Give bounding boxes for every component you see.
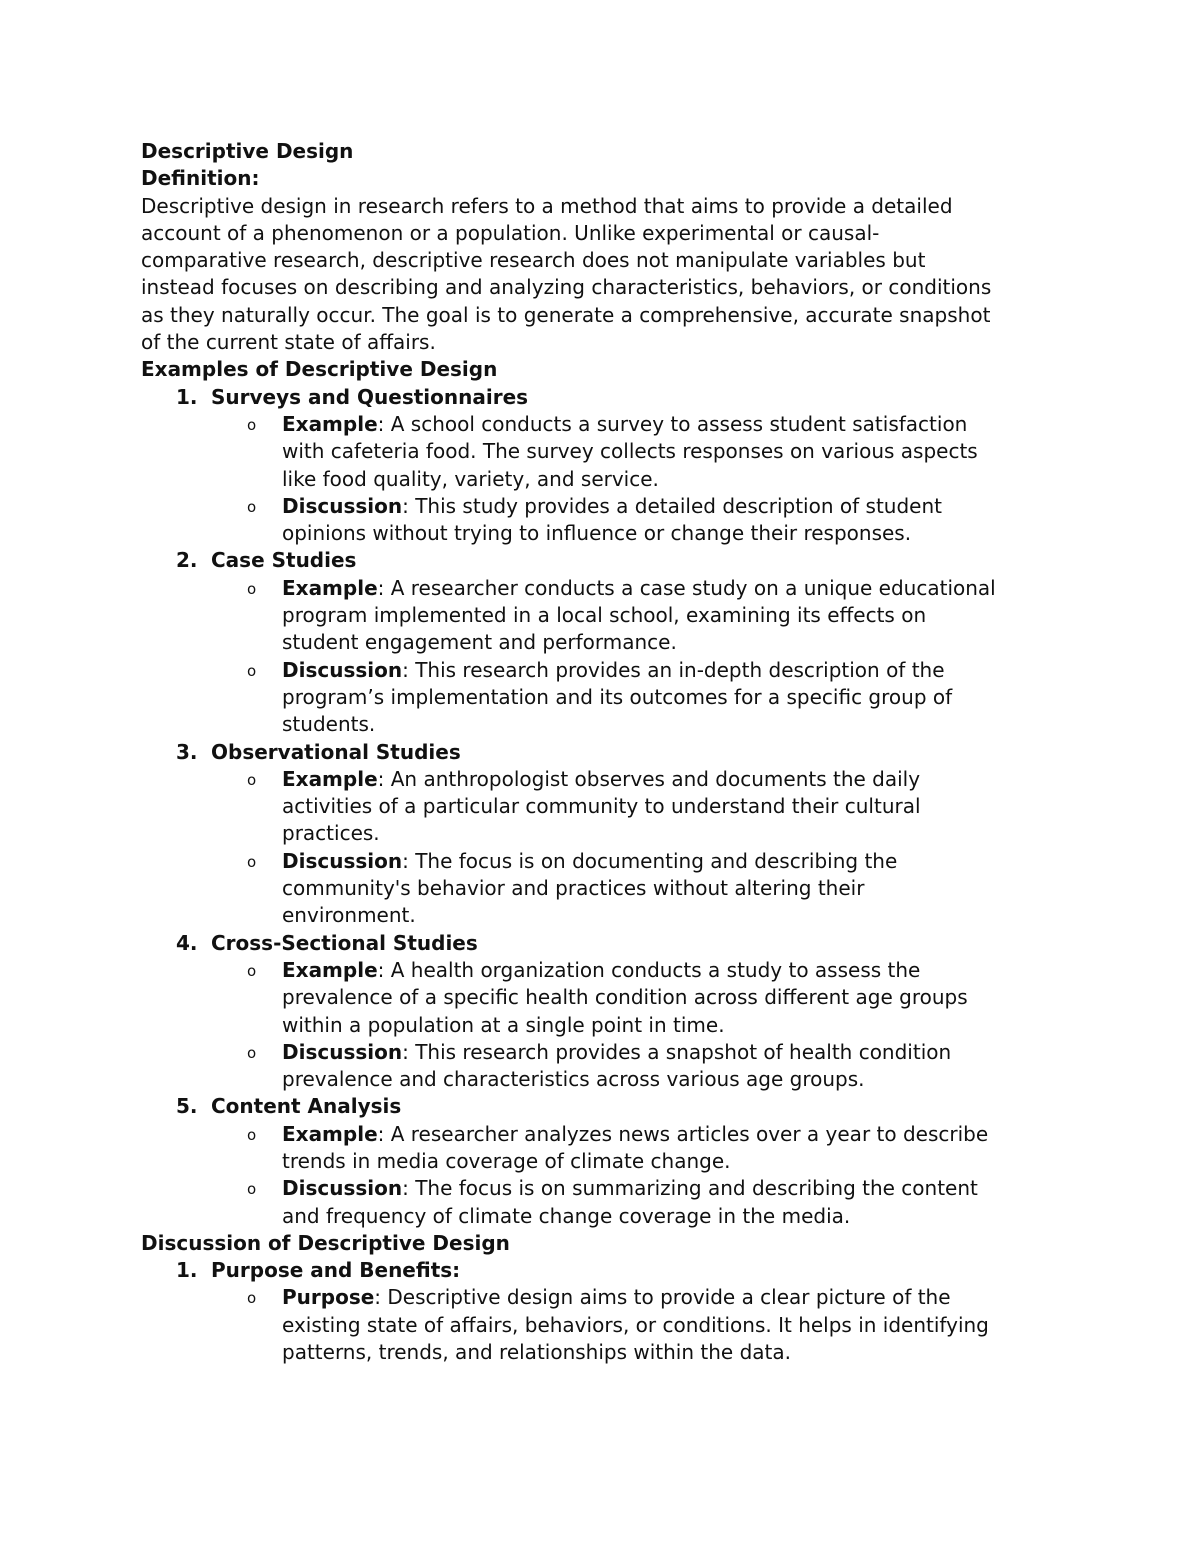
item-text: : A school conducts a survey to assess student satisfaction <box>377 411 968 436</box>
bullet-glyph: o <box>247 961 257 980</box>
definition-paragraph <box>141 193 1081 357</box>
item-label: Example <box>282 575 378 600</box>
section-number: 3. <box>176 739 198 764</box>
item-text: : Descriptive design aims to provide a clear picture of the <box>374 1285 951 1310</box>
definition-line: as they naturally occur. The goal is to generate a comprehensive, accurate snapshot <box>141 302 991 327</box>
item-text-line: like food quality, variety, and service. <box>282 466 659 491</box>
item-label: Example <box>282 1121 378 1146</box>
item-text-line: within a population at a single point in time. <box>282 1012 725 1037</box>
item-text-line: prevalence and characteristics across various age groups. <box>282 1067 865 1092</box>
discussion-list <box>141 1257 1081 1366</box>
bullet-glyph: o <box>247 1125 257 1144</box>
item-text-line: environment. <box>282 903 416 928</box>
item-label: Example <box>282 411 378 436</box>
item-text-line: opinions without trying to influence or change their responses. <box>282 521 912 546</box>
section-number: 1. <box>176 1258 198 1283</box>
definition-heading: Definition: <box>141 166 260 191</box>
item-text-line: and frequency of climate change coverage in the media. <box>282 1203 851 1228</box>
item-text-line: prevalence of a specific health condition across different age groups <box>282 985 968 1010</box>
section-title: Purpose and Benefits: <box>211 1258 461 1283</box>
bullet-glyph: o <box>247 1289 257 1308</box>
item-text-line: program’s implementation and its outcomes for a specific group of <box>282 684 953 709</box>
item-label: Purpose <box>282 1285 375 1310</box>
section-heading <box>141 739 1081 766</box>
examples-heading: Examples of Descriptive Design <box>141 357 498 382</box>
list-section <box>141 1257 1081 1366</box>
item-label: Discussion <box>282 1039 403 1064</box>
item-text: : This study provides a detailed description of student <box>402 493 942 518</box>
section-heading <box>141 384 1081 411</box>
item-text: : An anthropologist observes and documents the daily <box>377 766 921 791</box>
discussion-heading: Discussion of Descriptive Design <box>141 1230 510 1255</box>
section-heading <box>141 1093 1081 1120</box>
section-title: Cross-Sectional Studies <box>211 930 478 955</box>
item-text: : This research provides a snapshot of health condition <box>402 1039 952 1064</box>
item-text-line: trends in media coverage of climate change. <box>282 1148 731 1173</box>
section-number: 2. <box>176 548 198 573</box>
section-title: Observational Studies <box>211 739 461 764</box>
definition-line: comparative research, descriptive research does not manipulate variables but <box>141 248 926 273</box>
bullet-glyph: o <box>247 852 257 871</box>
list-item <box>141 657 1081 684</box>
item-label: Example <box>282 957 378 982</box>
section-number: 5. <box>176 1094 198 1119</box>
list-item <box>141 1284 1081 1311</box>
bullet-glyph: o <box>247 661 257 680</box>
item-text: : The focus is on summarizing and describing the content <box>402 1176 978 1201</box>
list-item <box>141 957 1081 984</box>
list-section <box>141 739 1081 930</box>
item-text: : A researcher analyzes news articles over a year to describe <box>377 1121 989 1146</box>
list-section <box>141 930 1081 1094</box>
section-title: Content Analysis <box>211 1094 402 1119</box>
item-text: : A researcher conducts a case study on a unique educational <box>377 575 996 600</box>
list-item <box>141 1121 1081 1148</box>
definition-line: of the current state of affairs. <box>141 330 436 355</box>
section-number: 4. <box>176 930 198 955</box>
item-text-line: student engagement and performance. <box>282 630 677 655</box>
section-heading <box>141 930 1081 957</box>
item-text-line: activities of a particular community to understand their cultural <box>282 794 921 819</box>
definition-line: instead focuses on describing and analyzing characteristics, behaviors, or conditions <box>141 275 992 300</box>
list-item <box>141 1175 1081 1202</box>
definition-line: Descriptive design in research refers to a method that aims to provide a detailed <box>141 193 953 218</box>
item-text-line: program implemented in a local school, examining its effects on <box>282 603 927 628</box>
item-text-line: community's behavior and practices without altering their <box>282 876 865 901</box>
item-label: Discussion <box>282 848 403 873</box>
item-text: : A health organization conducts a study to assess the <box>377 957 921 982</box>
item-label: Example <box>282 766 378 791</box>
item-label: Discussion <box>282 493 403 518</box>
list-section <box>141 384 1081 548</box>
list-item <box>141 766 1081 793</box>
item-text: : The focus is on documenting and describing the <box>402 848 898 873</box>
definition-line: account of a phenomenon or a population. Unlike experimental or causal- <box>141 220 880 245</box>
item-text: : This research provides an in-depth description of the <box>402 657 945 682</box>
bullet-glyph: o <box>247 579 257 598</box>
item-text-line: practices. <box>282 821 380 846</box>
item-text-line: patterns, trends, and relationships within the data. <box>282 1340 791 1365</box>
bullet-glyph: o <box>247 770 257 789</box>
bullet-glyph: o <box>247 1180 257 1199</box>
section-number: 1. <box>176 384 198 409</box>
list-item <box>141 493 1081 520</box>
list-item <box>141 848 1081 875</box>
bullet-glyph: o <box>247 1043 257 1062</box>
document-title: Descriptive Design <box>141 139 354 163</box>
bullet-glyph: o <box>247 415 257 434</box>
list-item <box>141 1039 1081 1066</box>
section-title: Case Studies <box>211 548 357 573</box>
list-item <box>141 411 1081 438</box>
section-title: Surveys and Questionnaires <box>211 384 529 409</box>
bullet-glyph: o <box>247 497 257 516</box>
section-heading <box>141 547 1081 574</box>
list-section <box>141 1093 1081 1229</box>
list-item <box>141 575 1081 602</box>
item-label: Discussion <box>282 1176 403 1201</box>
item-text-line: students. <box>282 712 376 737</box>
list-section <box>141 547 1081 738</box>
section-heading <box>141 1257 1081 1284</box>
item-text-line: existing state of affairs, behaviors, or conditions. It helps in identifying <box>282 1312 989 1337</box>
examples-list <box>141 384 1081 1230</box>
item-text-line: with cafeteria food. The survey collects responses on various aspects <box>282 439 978 464</box>
document-body <box>141 138 1081 1366</box>
item-label: Discussion <box>282 657 403 682</box>
